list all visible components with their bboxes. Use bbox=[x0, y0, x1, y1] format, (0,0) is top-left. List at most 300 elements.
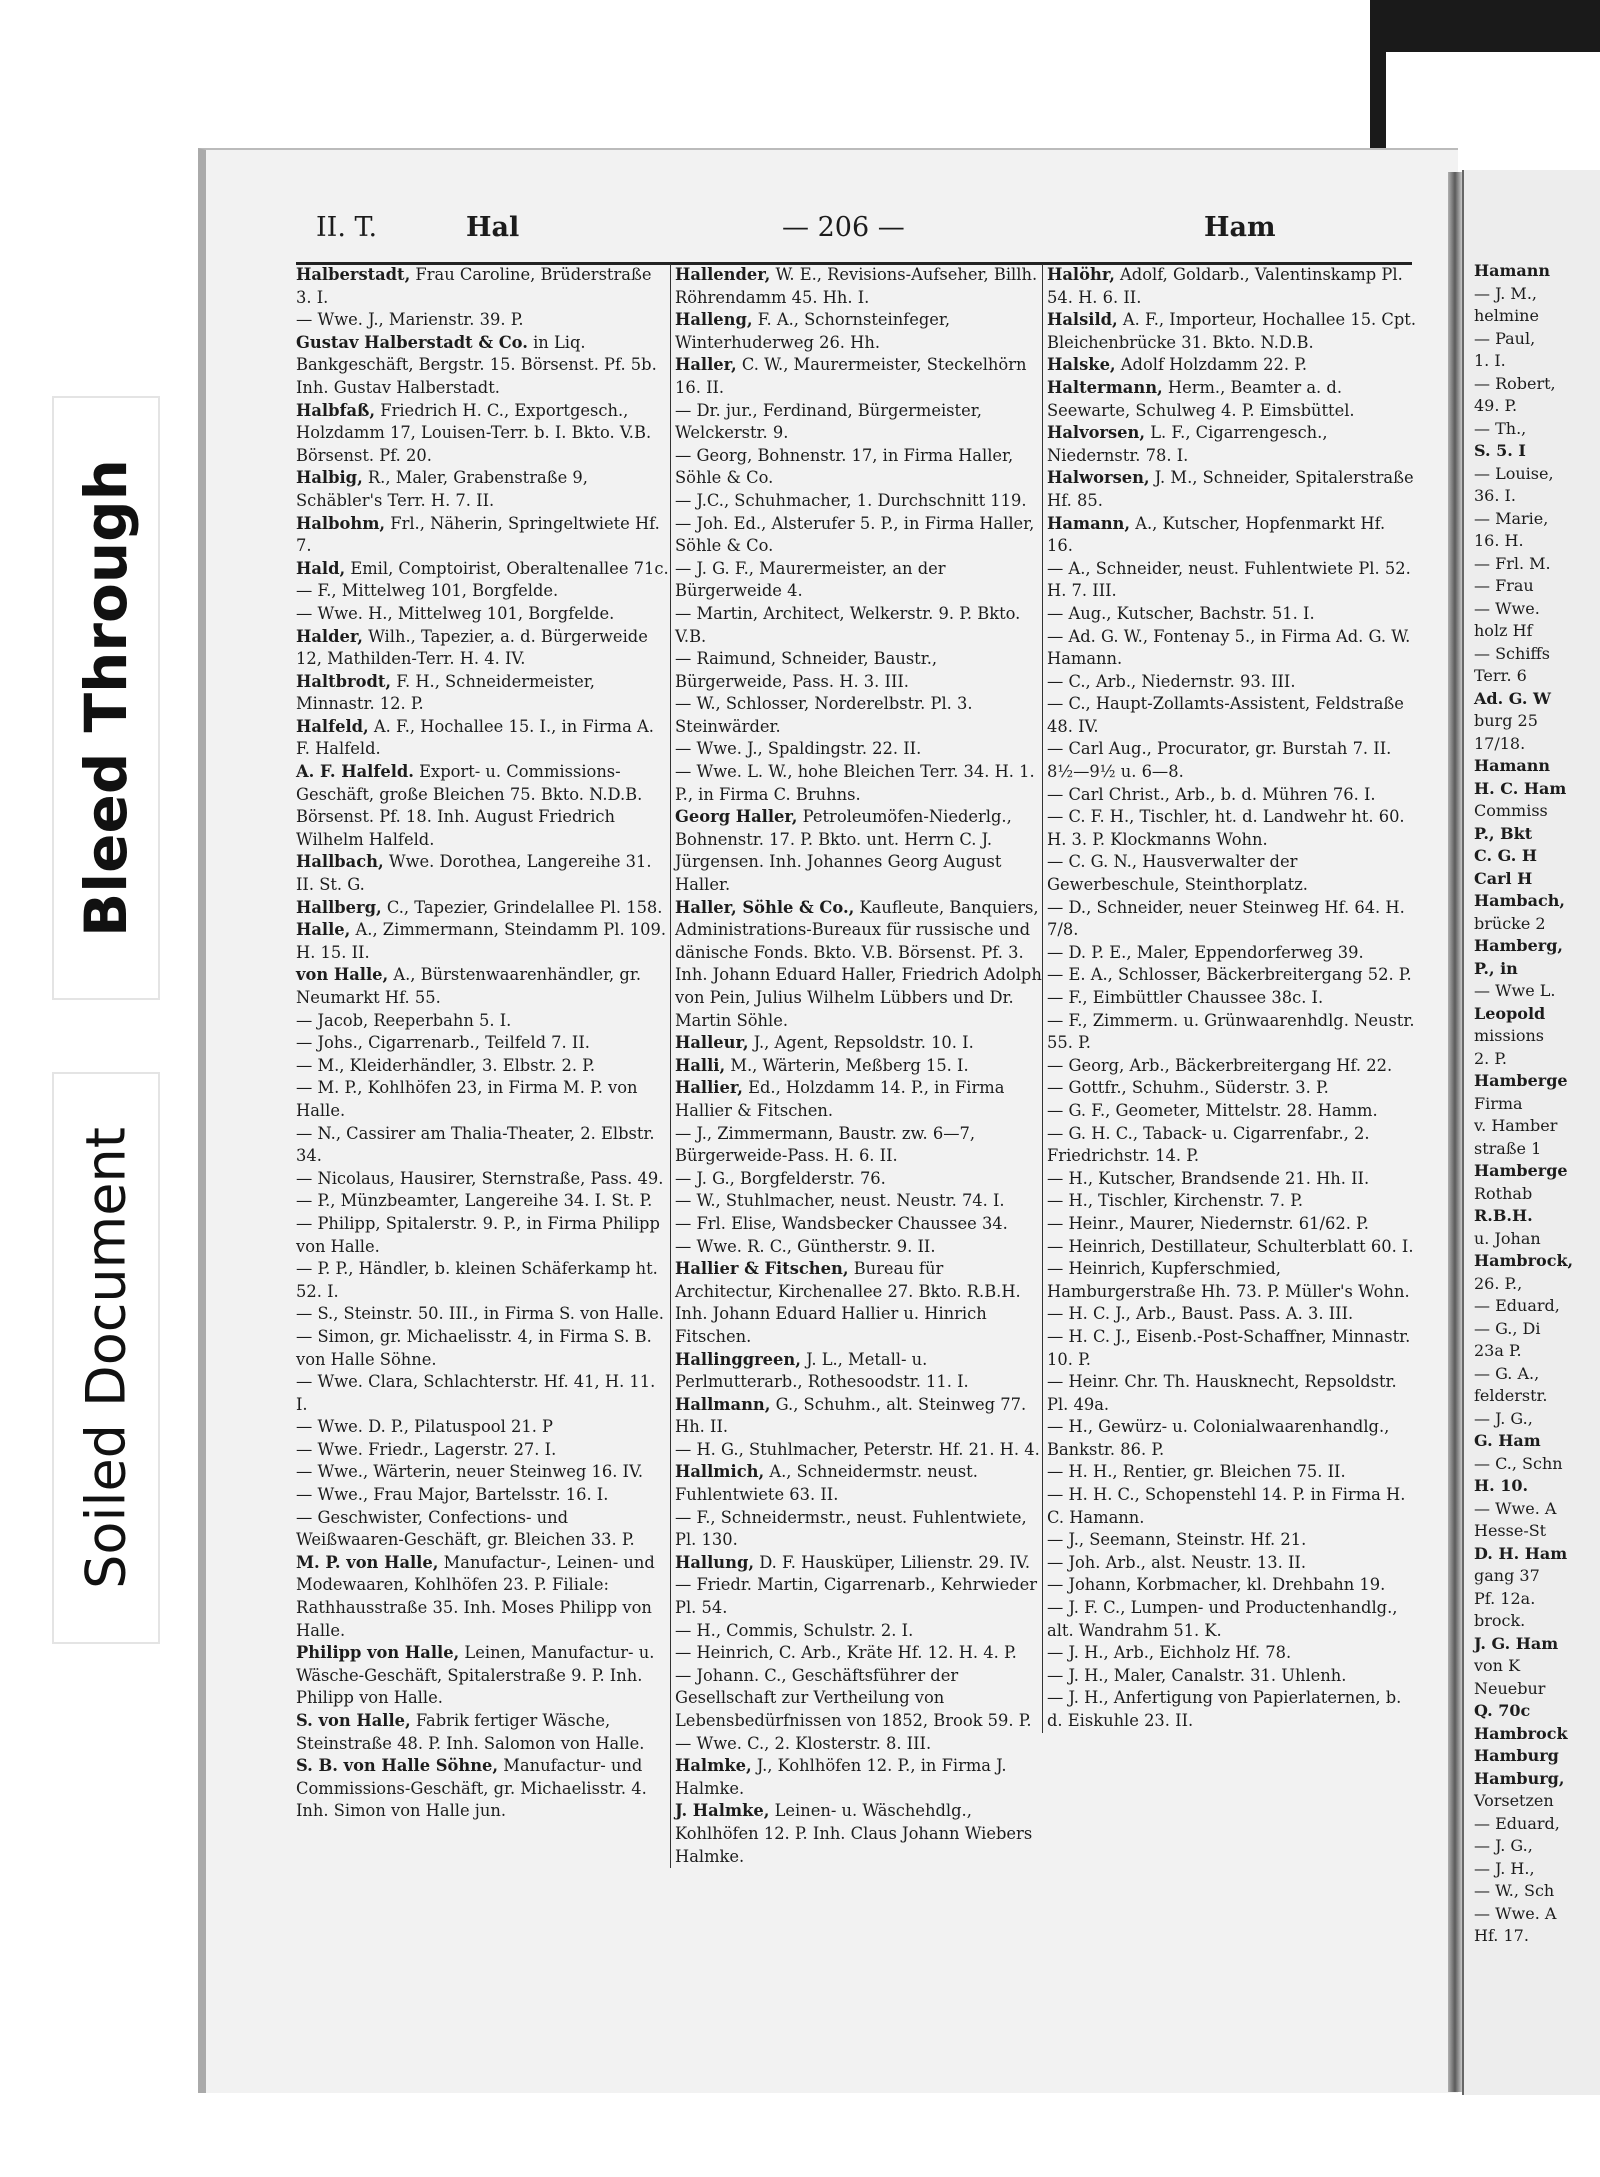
entry-text: — F., Eimbüttler Chaussee 38c. I. bbox=[1047, 988, 1324, 1007]
entry-text: — J. F. C., Lumpen- und Productenhandlg., alt. Wandrahm 51. K. bbox=[1047, 1598, 1398, 1640]
entry-text: R., Maler, Grabenstraße 9, Schäbler's Terr. H. 7. II. bbox=[296, 468, 588, 510]
entry-text: Export- u. Commissions-Geschäft, große Bleichen 75. Bkto. N.D.B. Börsenst. Pf. 18. Inh. August Friedrich Wilhelm Halfeld. bbox=[296, 762, 643, 849]
fragment-line: — W., Sch bbox=[1474, 1881, 1555, 1900]
fragment-line: missions bbox=[1474, 1026, 1544, 1045]
directory-entry bbox=[1047, 1484, 1416, 1529]
directory-entry bbox=[296, 626, 670, 671]
entry-text: — W., Stuhlmacher, neust. Neustr. 74. I. bbox=[675, 1191, 1005, 1211]
entry-text: F. H., Schneidermeister, Minnastr. 12. P. bbox=[296, 671, 595, 714]
fragment-line: — Wwe L. bbox=[1474, 981, 1556, 1000]
fragment-line: 49. P. bbox=[1474, 396, 1518, 415]
fragment-line: 2. P. bbox=[1474, 1048, 1507, 1068]
entry-text: — J., Seemann, Steinstr. Hf. 21. bbox=[1047, 1530, 1307, 1550]
fragment-line: brock. bbox=[1474, 1611, 1526, 1630]
entry-name: Hallender, bbox=[675, 265, 771, 284]
directory-entry bbox=[296, 919, 670, 964]
directory-entry bbox=[296, 580, 670, 603]
directory-entry bbox=[296, 1416, 670, 1439]
entry-text: — Nicolaus, Hausirer, Sternstraße, Pass. 49. bbox=[296, 1168, 664, 1188]
entry-text: — Heinr. Chr. Th. Hausknecht, Repsoldstr. Pl. 49a. bbox=[1047, 1372, 1397, 1414]
fragment-line: Hamberg, bbox=[1474, 936, 1563, 955]
entry-name: S. B. von Halle Söhne, bbox=[296, 1756, 499, 1776]
scan-edge-shadow bbox=[1370, 0, 1600, 52]
directory-entry bbox=[1047, 422, 1416, 467]
entry-name: Halbohm, bbox=[296, 513, 386, 533]
entry-text: — A., Schneider, neust. Fuhlentwiete Pl. 52. H. 7. III. bbox=[1047, 558, 1411, 601]
entry-text: J., Agent, Repsoldstr. 10. I. bbox=[748, 1033, 974, 1053]
entry-text: J. L., Metall- u. Perlmutterarb., Rothesoodstr. 11. I. bbox=[675, 1349, 969, 1392]
entry-text: — Wwe. H., Mittelweg 101, Borgfelde. bbox=[296, 603, 615, 623]
entry-text: — Jacob, Reeperbahn 5. I. bbox=[296, 1010, 512, 1030]
fragment-line: — Eduard, bbox=[1474, 1813, 1560, 1833]
entry-text: — H. H. C., Schopenstehl 14. P. in Firma H. C. Hamann. bbox=[1047, 1485, 1406, 1527]
fragment-line: — Wwe. A bbox=[1474, 1903, 1557, 1923]
directory-entry bbox=[296, 1642, 670, 1710]
entry-text: — H. C. J., Arb., Baust. Pass. A. 3. III. bbox=[1047, 1304, 1354, 1324]
entry-text: J. M., Schneider, Spitalerstraße Hf. 85. bbox=[1047, 468, 1414, 510]
fragment-line: Carl H bbox=[1474, 868, 1533, 888]
directory-entry bbox=[296, 558, 670, 581]
soiled-document-label bbox=[52, 1072, 160, 1644]
directory-entry bbox=[296, 1710, 670, 1755]
entry-name: Hamann, bbox=[1047, 513, 1131, 533]
directory-entry bbox=[675, 1642, 1042, 1665]
entry-name: Haltermann, bbox=[1047, 377, 1163, 397]
adjacent-page-fragment bbox=[1462, 170, 1600, 2095]
fragment-line: Hambrock bbox=[1474, 1723, 1568, 1743]
entry-text: — Johann, Korbmacher, kl. Drehbahn 19. bbox=[1047, 1575, 1386, 1595]
directory-entry bbox=[675, 490, 1042, 513]
fragment-line: — Marie, bbox=[1474, 508, 1549, 528]
fragment-line: J. G. Ham bbox=[1474, 1633, 1559, 1653]
directory-entry bbox=[675, 309, 1042, 354]
entry-name: Hallung, bbox=[675, 1552, 755, 1572]
directory-entry bbox=[675, 1190, 1042, 1213]
entry-text: G., Schuhm., alt. Steinweg 77. Hh. II. bbox=[675, 1394, 1027, 1437]
entry-name: Hallbach, bbox=[296, 852, 384, 872]
directory-entry bbox=[1047, 987, 1416, 1010]
directory-entry bbox=[296, 1032, 670, 1055]
directory-entry bbox=[296, 1213, 670, 1258]
directory-entry bbox=[1047, 1100, 1416, 1123]
entry-text: — Wwe., Frau Major, Bartelsstr. 16. I. bbox=[296, 1485, 609, 1505]
entry-text: Herm., Beamter a. d. Seewarte, Schulweg 4. P. Eimsbüttel. bbox=[1047, 377, 1355, 420]
directory-entry bbox=[675, 1439, 1042, 1462]
fragment-line: H. 10. bbox=[1474, 1476, 1529, 1495]
entry-text: — Wwe. J., Marienstr. 39. P. bbox=[296, 310, 524, 330]
fragment-line: straße 1 bbox=[1474, 1138, 1542, 1158]
entry-text: Leinen, Manufactur- u. Wäsche-Geschäft, Spitalerstraße 9. P. Inh. Philipp von Halle. bbox=[296, 1643, 655, 1708]
directory-entry bbox=[1047, 671, 1416, 694]
entry-text: — J. G. F., Maurermeister, an der Bürgerweide 4. bbox=[675, 558, 946, 601]
directory-entry bbox=[675, 1123, 1042, 1168]
entry-text: — Philipp, Spitalerstr. 9. P., in Firma Philipp von Halle. bbox=[296, 1213, 660, 1256]
entry-text: Frau Caroline, Brüderstraße 3. I. bbox=[296, 265, 652, 307]
entry-text: A. F., Hochallee 15. I., in Firma A. F. Halfeld. bbox=[296, 716, 654, 759]
directory-entry bbox=[675, 1665, 1042, 1733]
directory-entry bbox=[1047, 1123, 1416, 1168]
entry-text: — H., Kutscher, Brandsende 21. Hh. II. bbox=[1047, 1168, 1370, 1188]
directory-entry bbox=[1047, 1552, 1416, 1575]
directory-entry bbox=[675, 445, 1042, 490]
entry-text: A., Kutscher, Hopfenmarkt Hf. 16. bbox=[1047, 513, 1386, 556]
fragment-line: Hf. 17. bbox=[1474, 1926, 1529, 1945]
fragment-line: von K bbox=[1474, 1656, 1521, 1675]
entry-text: — Frl. Elise, Wandsbecker Chaussee 34. bbox=[675, 1213, 1008, 1233]
fragment-line: 16. H. bbox=[1474, 531, 1524, 550]
page-header bbox=[316, 212, 1436, 256]
directory-entry bbox=[1047, 1077, 1416, 1100]
entry-text: — F., Mittelweg 101, Borgfelde. bbox=[296, 581, 559, 601]
fragment-line: — J. H., bbox=[1474, 1858, 1535, 1878]
entry-text: — G. F., Geometer, Mittelstr. 28. Hamm. bbox=[1047, 1100, 1378, 1120]
entry-text: — Aug., Kutscher, Bachstr. 51. I. bbox=[1047, 603, 1315, 623]
directory-entry bbox=[1047, 1326, 1416, 1371]
entry-name: J. Halmke, bbox=[675, 1801, 770, 1821]
entry-name: Halder, bbox=[296, 626, 363, 646]
directory-entry bbox=[296, 1461, 670, 1484]
directory-entry bbox=[296, 264, 670, 309]
fragment-line: — Eduard, bbox=[1474, 1296, 1560, 1315]
directory-entry bbox=[296, 603, 670, 626]
directory-entry bbox=[675, 1213, 1042, 1236]
directory-entry bbox=[675, 400, 1042, 445]
directory-entry bbox=[1047, 377, 1416, 422]
entry-name: Halleur, bbox=[675, 1033, 749, 1053]
directory-entry bbox=[1047, 558, 1416, 603]
directory-entry bbox=[296, 761, 670, 851]
fragment-line: — Wwe. bbox=[1474, 598, 1540, 618]
entry-text: — Wwe. D. P., Pilatuspool 21. P bbox=[296, 1417, 554, 1437]
directory-entry bbox=[1047, 851, 1416, 896]
fragment-line: Hamburg bbox=[1474, 1746, 1559, 1765]
entry-text: C. W., Maurermeister, Steckelhörn 16. II. bbox=[675, 355, 1027, 397]
entry-text: — J. H., Maler, Canalstr. 31. Uhlenh. bbox=[1047, 1665, 1347, 1685]
fragment-line: — Th., bbox=[1474, 418, 1527, 438]
entry-text: — Carl Christ., Arb., b. d. Mühren 76. I. bbox=[1047, 784, 1376, 804]
fragment-line: — C., Schn bbox=[1474, 1453, 1563, 1473]
directory-entry bbox=[675, 738, 1042, 761]
directory-entry bbox=[1047, 1461, 1416, 1484]
entry-text: — Gottfr., Schuhm., Süderstr. 3. P. bbox=[1047, 1078, 1329, 1098]
directory-entry bbox=[1047, 942, 1416, 965]
fragment-line: — G. A., bbox=[1474, 1363, 1540, 1383]
entry-text: — Dr. jur., Ferdinand, Bürgermeister, Welckerstr. 9. bbox=[675, 400, 982, 443]
fragment-line: gang 37 bbox=[1474, 1566, 1540, 1585]
fragment-line: helmine bbox=[1474, 306, 1539, 325]
directory-entry bbox=[1047, 1529, 1416, 1552]
fragment-line: — Frl. M. bbox=[1474, 553, 1551, 573]
entry-name: Halle, bbox=[296, 920, 351, 940]
directory-entry bbox=[1047, 806, 1416, 851]
entry-text: — Georg, Arb., Bäckerbreitergang Hf. 22. bbox=[1047, 1055, 1393, 1075]
entry-text: — P., Münzbeamter, Langereihe 34. I. St. P. bbox=[296, 1191, 653, 1211]
entry-name: Gustav Halberstadt & Co. bbox=[296, 332, 528, 352]
entry-text: Adolf, Goldarb., Valentinskamp Pl. 54. H. 6. II. bbox=[1047, 265, 1403, 307]
entry-name: Hallier, bbox=[675, 1078, 743, 1098]
directory-entry bbox=[296, 851, 670, 896]
directory-entry bbox=[296, 1484, 670, 1507]
directory-entry bbox=[1047, 513, 1416, 558]
entry-text: — M., Kleiderhändler, 3. Elbstr. 2. P. bbox=[296, 1055, 595, 1075]
entry-text: in Liq. Bankgeschäft, Bergstr. 15. Börsenst. Pf. 5b. Inh. Gustav Halberstadt. bbox=[296, 332, 657, 397]
directory-entry bbox=[675, 603, 1042, 648]
directory-entry bbox=[675, 1733, 1042, 1756]
scan-edge-shadow-vertical bbox=[1370, 0, 1386, 160]
fragment-line: — Robert, bbox=[1474, 373, 1556, 393]
directory-entry bbox=[675, 648, 1042, 693]
entry-text: — H. C. J., Eisenb.-Post-Schaffner, Minnastr. 10. P. bbox=[1047, 1326, 1411, 1369]
entry-text: — S., Steinstr. 50. III., in Firma S. von Halle. bbox=[296, 1304, 664, 1324]
fragment-line: Pf. 12a. bbox=[1474, 1588, 1536, 1608]
directory-entry bbox=[675, 806, 1042, 896]
directory-column-1 bbox=[296, 264, 670, 1823]
entry-text: Leinen- u. Wäschehdlg., Kohlhöfen 12. P. Inh. Claus Johann Wiebers Halmke. bbox=[675, 1801, 1033, 1866]
directory-entry bbox=[1047, 467, 1416, 512]
entry-name: Hallmann, bbox=[675, 1394, 771, 1414]
fragment-line: Q. 70c bbox=[1474, 1701, 1531, 1720]
entry-text: — Carl Aug., Procurator, gr. Burstah 7. II. 8½—9½ u. 6—8. bbox=[1047, 739, 1392, 782]
directory-entry bbox=[296, 513, 670, 558]
entry-name: Haller, bbox=[675, 355, 737, 375]
fragment-line: Firma bbox=[1474, 1093, 1523, 1113]
entry-name: Halberstadt, bbox=[296, 265, 411, 284]
fragment-line: — J. M., bbox=[1474, 283, 1537, 303]
entry-text: J., Kohlhöfen 12. P., in Firma J. Halmke. bbox=[675, 1756, 1007, 1798]
fragment-line: 36. I. bbox=[1474, 486, 1516, 505]
directory-entry bbox=[296, 467, 670, 512]
directory-entry bbox=[1047, 626, 1416, 671]
fragment-line: P., in bbox=[1474, 958, 1518, 978]
entry-text: — J.C., Schuhmacher, 1. Durchschnitt 119. bbox=[675, 490, 1027, 510]
entry-name: Hallier & Fitschen, bbox=[675, 1259, 849, 1279]
entry-text: — Heinrich, Kupferschmied, Hamburgerstraße Hh. 73. P. Müller's Wohn. bbox=[1047, 1259, 1410, 1301]
entry-text: — Geschwister, Confections- und Weißwaaren-Geschäft, gr. Bleichen 33. P. bbox=[296, 1507, 635, 1550]
directory-entry bbox=[675, 1461, 1042, 1506]
directory-entry bbox=[1047, 897, 1416, 942]
directory-entry bbox=[296, 1371, 670, 1416]
entry-text: F. A., Schornsteinfeger, Winterhuderweg 26. Hh. bbox=[675, 310, 951, 352]
directory-entry bbox=[675, 897, 1042, 1033]
directory-entry bbox=[1047, 1190, 1416, 1213]
bleed-through-label bbox=[52, 396, 160, 1000]
entry-text: — Wwe. Clara, Schlachterstr. Hf. 41, H. 11. I. bbox=[296, 1372, 656, 1414]
entry-text: — Wwe. L. W., hohe Bleichen Terr. 34. H. 1. P., in Firma C. Bruhns. bbox=[675, 762, 1035, 804]
entry-name: Halske, bbox=[1047, 355, 1116, 375]
entry-text: — Wwe. R. C., Güntherstr. 9. II. bbox=[675, 1236, 936, 1256]
entry-text: — J. H., Anfertigung von Papierlaternen, b. d. Eiskuhle 23. II. bbox=[1047, 1688, 1402, 1730]
entry-text: Emil, Comptoirist, Oberaltenallee 71c. bbox=[345, 558, 669, 578]
entry-name: A. F. Halfeld. bbox=[296, 762, 414, 782]
fragment-line: burg 25 bbox=[1474, 711, 1538, 730]
entry-text: — Raimund, Schneider, Baustr., Bürgerweide, Pass. H. 3. III. bbox=[675, 649, 938, 691]
entry-text: — J., Zimmermann, Baustr. zw. 6—7, Bürgerweide-Pass. H. 6. II. bbox=[675, 1123, 976, 1166]
fragment-line: Hamburg, bbox=[1474, 1768, 1565, 1788]
entry-text: — Martin, Architect, Welkerstr. 9. P. Bkto. V.B. bbox=[675, 603, 1021, 646]
directory-entry bbox=[1047, 1168, 1416, 1191]
entry-name: Halmke, bbox=[675, 1756, 752, 1776]
entry-name: Halbig, bbox=[296, 468, 363, 488]
directory-entry bbox=[296, 1055, 670, 1078]
directory-entry bbox=[675, 1077, 1042, 1122]
directory-entry bbox=[296, 400, 670, 468]
entry-name: Hallmich, bbox=[675, 1462, 765, 1482]
directory-entry bbox=[675, 761, 1042, 806]
entry-name: Hallberg, bbox=[296, 897, 382, 917]
entry-text: Ed., Holzdamm 14. P., in Firma Hallier & Fitschen. bbox=[675, 1078, 1005, 1120]
directory-entry bbox=[675, 513, 1042, 558]
entry-text: — Wwe. J., Spaldingstr. 22. II. bbox=[675, 739, 922, 759]
entry-text: — C., Arb., Niedernstr. 93. III. bbox=[1047, 671, 1296, 691]
fragment-line: Hamberge bbox=[1474, 1071, 1568, 1090]
fragment-line: Hamberge bbox=[1474, 1161, 1568, 1180]
fragment-line: 26. P., bbox=[1474, 1273, 1523, 1293]
directory-entry bbox=[296, 1439, 670, 1462]
directory-entry bbox=[675, 354, 1042, 399]
fragment-line: Ad. G. W bbox=[1474, 688, 1551, 708]
fragment-line: Hamann bbox=[1474, 261, 1551, 280]
fragment-line: H. C. Ham bbox=[1474, 778, 1567, 798]
entry-text: A., Schneidermstr. neust. Fuhlentwiete 63. II. bbox=[675, 1462, 978, 1505]
entry-text: — Wwe. C., 2. Klosterstr. 8. III. bbox=[675, 1733, 932, 1753]
directory-entry bbox=[296, 1258, 670, 1303]
entry-text: — P. P., Händler, b. kleinen Schäferkamp ht. 52. I. bbox=[296, 1259, 658, 1301]
directory-entry bbox=[296, 1190, 670, 1213]
entry-name: Halleng, bbox=[675, 310, 753, 330]
fragment-line: Vorsetzen bbox=[1474, 1791, 1554, 1810]
book-gutter bbox=[1448, 172, 1462, 2092]
directory-entry bbox=[1047, 1371, 1416, 1416]
fragment-line: u. Johan bbox=[1474, 1228, 1541, 1248]
entry-text: A., Bürstenwaarenhändler, gr. Neumarkt Hf. 55. bbox=[296, 965, 641, 1007]
directory-entry bbox=[675, 1552, 1042, 1575]
fragment-line: Terr. 6 bbox=[1474, 666, 1527, 685]
entry-text: M., Wärterin, Meßberg 15. I. bbox=[725, 1055, 969, 1075]
directory-entry bbox=[296, 332, 670, 400]
directory-entry bbox=[1047, 309, 1416, 354]
entry-text: Wilh., Tapezier, a. d. Bürgerweide 12, Mathilden-Terr. H. 4. IV. bbox=[296, 626, 648, 669]
entry-text: A. F., Importeur, Hochallee 15. Cpt. Bleichenbrücke 31. Bkto. N.D.B. bbox=[1047, 310, 1417, 352]
fragment-line: Hamann bbox=[1474, 756, 1551, 775]
entry-text: C., Tapezier, Grindelallee Pl. 158. bbox=[381, 897, 663, 917]
entry-text: — D., Schneider, neuer Steinweg Hf. 64. H. 7/8. bbox=[1047, 897, 1405, 940]
fragment-line: P., Bkt bbox=[1474, 823, 1533, 843]
fragment-line: — Schiffs bbox=[1474, 643, 1551, 663]
entry-name: Halfeld, bbox=[296, 716, 369, 736]
entry-text: — C., Haupt-Zollamts-Assistent, Feldstraße 48. IV. bbox=[1047, 694, 1404, 736]
fragment-line: — Paul, bbox=[1474, 328, 1536, 348]
directory-entry bbox=[675, 1394, 1042, 1439]
directory-entry bbox=[675, 1507, 1042, 1552]
entry-text: Fabrik fertiger Wäsche, Steinstraße 48. P. Inh. Salomon von Halle. bbox=[296, 1711, 645, 1753]
directory-entry bbox=[675, 1055, 1042, 1078]
directory-entry bbox=[296, 1077, 670, 1122]
entry-name: Halbfaß, bbox=[296, 400, 376, 420]
entry-text: — H., Tischler, Kirchenstr. 7. P. bbox=[1047, 1191, 1304, 1211]
entry-name: Philipp von Halle, bbox=[296, 1643, 460, 1663]
entry-text: — J. H., Arb., Eichholz Hf. 78. bbox=[1047, 1643, 1292, 1663]
entry-text: L. F., Cigarrengesch., Niedernstr. 78. I. bbox=[1047, 423, 1328, 465]
headword-right: Ham bbox=[1204, 212, 1276, 243]
directory-entry bbox=[675, 1168, 1042, 1191]
entry-name: Hald, bbox=[296, 558, 346, 578]
entry-text: — F., Schneidermstr., neust. Fuhlentwiete, Pl. 130. bbox=[675, 1507, 1027, 1550]
fragment-line: R.B.H. bbox=[1474, 1206, 1533, 1225]
directory-entry bbox=[1047, 738, 1416, 783]
entry-text: — H., Commis, Schulstr. 2. I. bbox=[675, 1620, 914, 1640]
fragment-line: Commiss bbox=[1474, 801, 1548, 820]
directory-entry bbox=[296, 716, 670, 761]
entry-text: — Friedr. Martin, Cigarrenarb., Kehrwieder Pl. 54. bbox=[675, 1575, 1038, 1618]
entry-text: Manufactur- und Commissions-Geschäft, gr. Michaelisstr. 4. Inh. Simon von Halle jun. bbox=[296, 1756, 647, 1821]
fragment-line: v. Hamber bbox=[1474, 1116, 1558, 1135]
directory-entry bbox=[296, 309, 670, 332]
directory-entry bbox=[1047, 1258, 1416, 1303]
directory-entry bbox=[675, 1258, 1042, 1348]
entry-text: — Ad. G. W., Fontenay 5., in Firma Ad. G. W. Hamann. bbox=[1047, 626, 1411, 669]
directory-column-3 bbox=[1042, 264, 1416, 1733]
entry-text: Kaufleute, Banquiers, Administrations-Bureaux für russische und dänische Fonds. Bkto. V.B. Börsenst. Pf. 3. Inh. Johann Eduard Haller, Friedrich Adolph von Pein, Julius Wilhelm Lübbers und Dr. Martin Söhle. bbox=[675, 897, 1042, 1030]
fragment-line: Neuebur bbox=[1474, 1678, 1546, 1698]
fragment-line: S. 5. I bbox=[1474, 441, 1526, 460]
entry-name: S. von Halle, bbox=[296, 1711, 411, 1730]
directory-entry bbox=[675, 264, 1042, 309]
entry-text: — H. G., Stuhlmacher, Peterstr. Hf. 21. H. 4. bbox=[675, 1439, 1040, 1459]
entry-name: Hallinggreen, bbox=[675, 1349, 801, 1369]
fragment-line: 23a P. bbox=[1474, 1341, 1522, 1360]
bleed-through-text: Bleed Through bbox=[72, 459, 140, 937]
entry-text: — G. H. C., Taback- u. Cigarrenfabr., 2. Friedrichstr. 14. P. bbox=[1047, 1123, 1370, 1166]
entry-text: — Wwe. Friedr., Lagerstr. 27. I. bbox=[296, 1439, 557, 1459]
directory-entry bbox=[1047, 1574, 1416, 1597]
directory-entry bbox=[1047, 354, 1416, 377]
directory-entry bbox=[1047, 264, 1416, 309]
entry-text: — Simon, gr. Michaelisstr. 4, in Firma S. B. von Halle Söhne. bbox=[296, 1326, 652, 1369]
fragment-line: G. Ham bbox=[1474, 1431, 1541, 1450]
entry-text: — C. G. N., Hausverwalter der Gewerbeschule, Steinthorplatz. bbox=[1047, 852, 1308, 895]
entry-text: — H. H., Rentier, gr. Bleichen 75. II. bbox=[1047, 1462, 1346, 1482]
entry-text: — H., Gewürz- u. Colonialwaarenhandlg., Bankstr. 86. P. bbox=[1047, 1417, 1390, 1459]
entry-text: Petroleumöfen-Niederlg., Bohnenstr. 17. P. Bkto. unt. Herrn C. J. Jürgensen. Inh. Johannes Georg August Haller. bbox=[675, 807, 1012, 895]
fragment-line: holz Hf bbox=[1474, 621, 1533, 640]
section-label: II. T. bbox=[316, 212, 378, 243]
directory-entry bbox=[675, 1755, 1042, 1800]
directory-column-2 bbox=[670, 264, 1042, 1868]
adjacent-page-column bbox=[1474, 260, 1573, 1948]
fragment-line: Hesse-St bbox=[1474, 1521, 1547, 1540]
directory-entry bbox=[1047, 1303, 1416, 1326]
entry-text: A., Zimmermann, Steindamm Pl. 109. H. 15. II. bbox=[296, 920, 667, 962]
entry-text: W. E., Revisions-Aufseher, Billh. Röhrendamm 45. Hh. I. bbox=[675, 265, 1038, 307]
directory-entry bbox=[1047, 1642, 1416, 1665]
entry-name: von Halle, bbox=[296, 965, 389, 985]
directory-entry bbox=[1047, 1416, 1416, 1461]
entry-text: — Joh. Arb., alst. Neustr. 13. II. bbox=[1047, 1552, 1306, 1572]
directory-entry bbox=[1047, 1055, 1416, 1078]
directory-entry bbox=[1047, 1597, 1416, 1642]
directory-entry bbox=[296, 1326, 670, 1371]
entry-name: M. P. von Halle, bbox=[296, 1552, 439, 1572]
directory-entry bbox=[1047, 784, 1416, 807]
fragment-line: Hambrock, bbox=[1474, 1251, 1574, 1270]
directory-entry bbox=[675, 1032, 1042, 1055]
entry-name: Georg Haller, bbox=[675, 807, 798, 827]
directory-entry bbox=[675, 1236, 1042, 1259]
fragment-line: — J. G., bbox=[1474, 1836, 1533, 1855]
fragment-line: — G., Di bbox=[1474, 1318, 1541, 1338]
entry-text: Friedrich H. C., Exportgesch., Holzdamm 17, Louisen-Terr. b. I. Bkto. V.B. Börsenst. Pf. 20. bbox=[296, 400, 652, 465]
headword-left: Hal bbox=[466, 212, 520, 243]
